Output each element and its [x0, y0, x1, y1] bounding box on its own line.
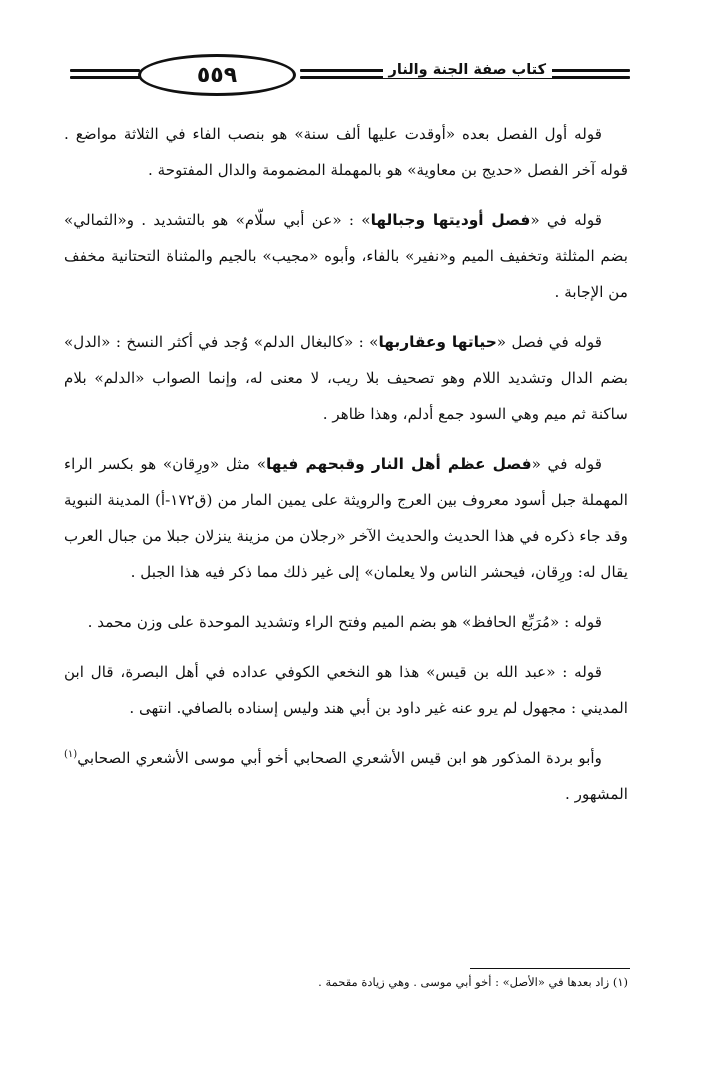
paragraph-7 — [64, 740, 628, 812]
header-rule-left-top — [70, 69, 140, 72]
header-rule-left-bottom — [70, 76, 140, 79]
paragraph-3 — [64, 324, 628, 432]
paragraph-text: » مثل «ورِقان» هو بكسر الراء المهملة جبل أسود معروف بين العرج والرويثة على يمين المار من (ق١٧٢-أ) المدينة النبوية وقد جاء ذكره في هذا الحديث والحديث الآخر «رجلان من مزينة ينزلان جبلا من جبال العرب يقال له: ورِقان، فيحشر الناس ولا يعلمان» إلى غير ذلك مما ذكر فيه هذا الجبل . — [64, 455, 628, 581]
paragraph-lead: قوله في « — [531, 455, 602, 473]
main-text — [64, 116, 628, 826]
paragraph-text: » : «كالبغال الدلم» وُجد في أكثر النسخ : «الدل» بضم الدال وتشديد اللام وهو تصحيف بلا ريب، لا معنى له، وإنما الصواب «الدلم» بلام ساكنة ثم ميم وهي السود جمع أدلم، وهذا ظاهر . — [64, 333, 628, 423]
paragraph-1 — [64, 116, 628, 188]
book-title: كتاب صفة الجنة والنار — [383, 62, 552, 78]
paragraph-text: قوله : «عبد الله بن قيس» هذا هو النخعي الكوفي عداده في أهل البصرة، قال ابن المديني : مجهول لم يرو عنه غير داود بن أبي هند وليس إسناده بالصافي. انتهى . — [64, 663, 628, 717]
paragraph-tail: المشهور . — [564, 785, 628, 803]
paragraph-text: » : «عن أبي سلّام» هو بالتشديد . و«الثمالي» بضم المثلثة وتخفيف الميم و«نفير» بالفاء، وأبوه «مجيب» بالجيم والمثناة التحتانية مخفف من الإجابة . — [64, 211, 628, 301]
paragraph-text: قوله : «مُرَبِّع الحافظ» هو بضم الميم وفتح الراء وتشديد الموحدة على وزن محمد . — [87, 613, 602, 631]
paragraph-text: وأبو بردة المذكور هو ابن قيس الأشعري الصحابي أخو أبي موسى الأشعري الصحابي — [77, 749, 602, 767]
footnote-separator — [470, 968, 630, 969]
paragraph-text: قوله أول الفصل بعده «أوقدت عليها ألف سنة» هو بنصب الفاء في الثلاثة مواضع . قوله آخر الفصل «حديج بن معاوية» هو بالمهملة المضمومة والدال المفتوحة . — [64, 125, 628, 179]
footnote: (١) زاد بعدها في «الأصل» : أخو أبي موسى . وهي زيادة مقحمة . — [318, 975, 628, 989]
paragraph-4 — [64, 446, 628, 590]
paragraph-5 — [64, 604, 628, 640]
page-header — [70, 54, 630, 100]
footnote-marker[interactable]: (١) — [64, 748, 78, 760]
page-number: ٥٥٩ — [138, 54, 296, 96]
section-title: فصل أوديتها وجبالها — [370, 211, 531, 229]
paragraph-6 — [64, 654, 628, 726]
paragraph-2 — [64, 202, 628, 310]
paragraph-lead: قوله في فصل « — [496, 333, 602, 351]
section-title: فصل عظم أهل النار وقبحهم فيها — [266, 455, 532, 473]
section-title: حياتها وعقاربها — [378, 333, 497, 351]
paragraph-lead: قوله في « — [530, 211, 602, 229]
